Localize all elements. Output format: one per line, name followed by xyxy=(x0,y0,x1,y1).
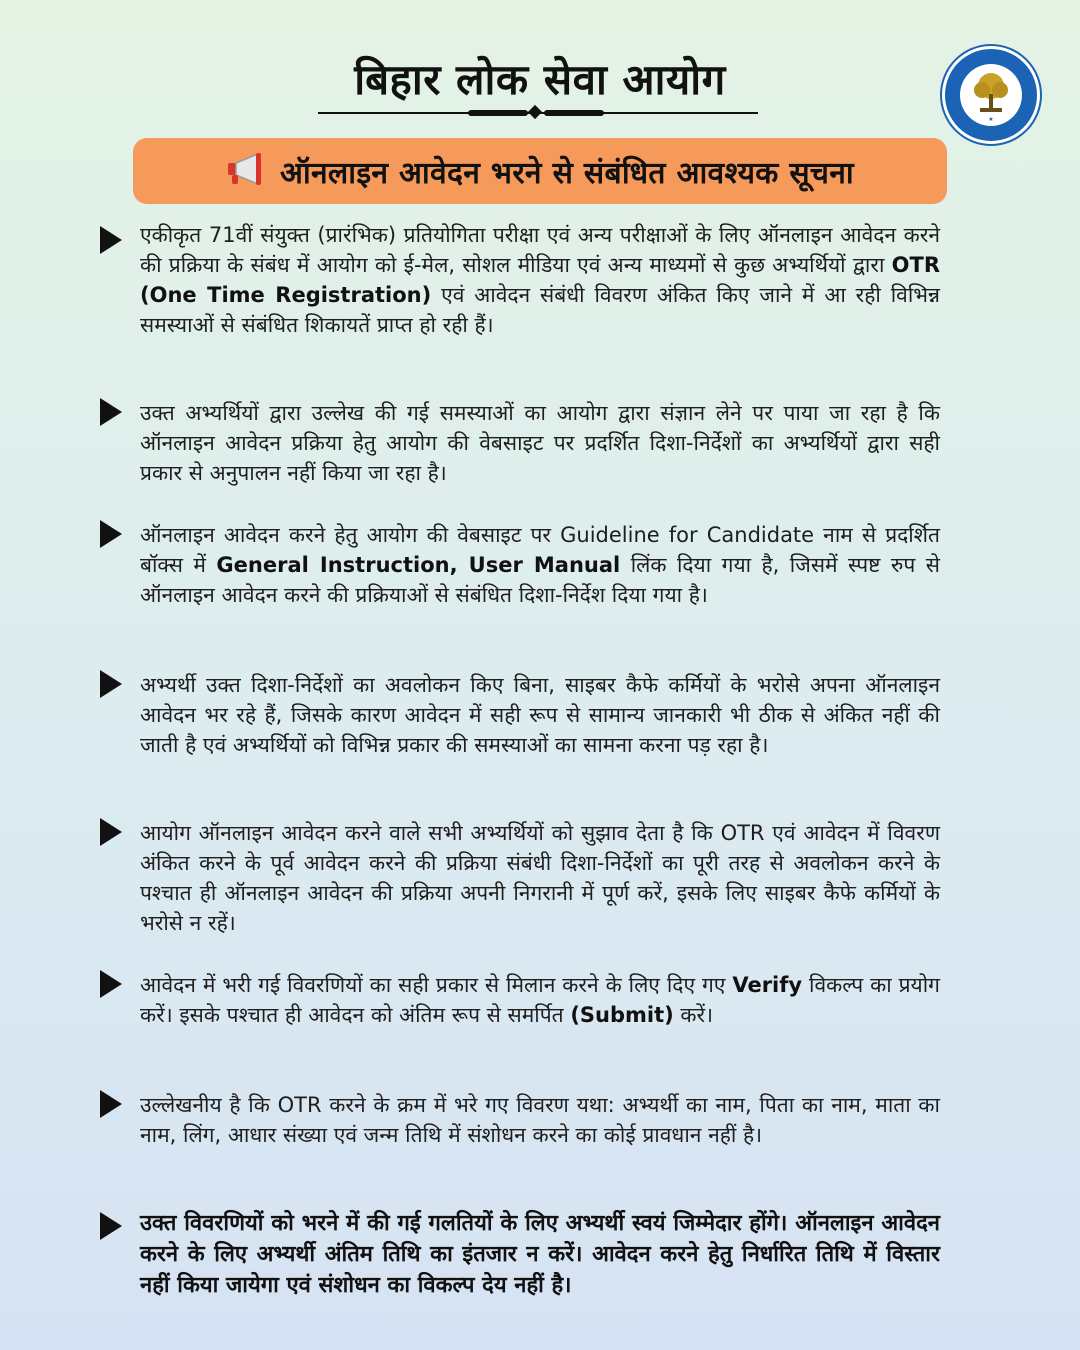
point-text: उल्लेखनीय है कि OTR करने के क्रम में भरे गए विवरण यथा: अभ्यर्थी का नाम, पिता का नाम, माता का नाम, लिंग, आधार संख्या एवं जन्म तिथि में संशोधन करने का कोई प्रावधान नहीं है। xyxy=(140,1093,940,1147)
notice-banner xyxy=(133,138,947,204)
bullet-arrow-icon xyxy=(100,1212,122,1240)
point-text-important: उक्त विवरणियों को भरने में की गई गलतियों के लिए अभ्यर्थी स्वयं जिम्मेदार होंगे। ऑनलाइन आवेदन करने के लिए अभ्यर्थी अंतिम तिथि का इंतजार न करें। आवेदन करने हेतु निर्धारित तिथि में विस्तार नहीं किया जायेगा एवं संशोधन का विकल्प देय नहीं है। xyxy=(140,1211,940,1298)
point-text: अभ्यर्थी उक्त दिशा-निर्देशों का अवलोकन किए बिना, साइबर कैफे कर्मियों के भरोसे अपना ऑनलाइन आवेदन भर रहे हैं, जिसके कारण आवेदन में सही रूप से सामान्य जानकारी भी ठीक से अंकित नहीं की जाती है एवं अभ्यर्थियों को विभिन्न प्रकार की समस्याओं का सामना करना पड़ रहा है। xyxy=(140,673,940,757)
page-title: बिहार लोक सेवा आयोग xyxy=(354,55,726,104)
bullet-arrow-icon xyxy=(100,670,122,698)
bullet-arrow-icon xyxy=(100,520,122,548)
bullet-arrow-icon xyxy=(100,398,122,426)
point-text: एकीकृत 71वीं संयुक्त (प्रारंभिक) प्रतियोगिता परीक्षा एवं अन्य परीक्षाओं के लिए ऑनलाइन आवेदन करने की प्रक्रिया के संबंध में आयोग को ई-मेल, सोशल मीडिया एवं अन्य माध्यमों से कुछ अभ्यर्थियों द्वारा OTR (One Time Registration) एवं आवेदन संबंधी विवरण अंकित किए जाने में आ रही विभिन्न समस्याओं से संबंधित शिकायतें प्राप्त हो रही हैं। xyxy=(140,223,940,337)
point-text: उक्त अभ्यर्थियों द्वारा उल्लेख की गई समस्याओं का आयोग द्वारा संज्ञान लेने पर पाया जा रहा है कि ऑनलाइन आवेदन प्रक्रिया हेतु आयोग की वेबसाइट पर प्रदर्शित दिशा-निर्देशों का अभ्यर्थियों द्वारा सही प्रकार से अनुपालन नहीं किया जा रहा है। xyxy=(140,401,940,485)
bullet-arrow-icon xyxy=(100,970,122,998)
bullet-arrow-icon xyxy=(100,1090,122,1118)
svg-text:★: ★ xyxy=(988,116,994,123)
point-text: आवेदन में भरी गई विवरणियों का सही प्रकार से मिलान करने के लिए दिए गए Verify विकल्प का प्रयोग करें। इसके पश्चात ही आवेदन को अंतिम रूप से समर्पित (Submit) करें। xyxy=(140,973,940,1027)
point-text: ऑनलाइन आवेदन करने हेतु आयोग की वेबसाइट पर Guideline for Candidate नाम से प्रदर्शित बॉक्स में General Instruction, User Manual लिंक दिया गया है, जिसमें स्पष्ट रुप से ऑनलाइन आवेदन करने की प्रक्रियाओं से संबंधित दिशा-निर्देश दिया गया है। xyxy=(140,523,940,607)
megaphone-icon xyxy=(226,152,266,190)
point-text: आयोग ऑनलाइन आवेदन करने वाले सभी अभ्यर्थियों को सुझाव देता है कि OTR एवं आवेदन में विवरण अंकित करने के पूर्व आवेदन करने की प्रक्रिया संबंधी दिशा-निर्देशों का पूरी तरह से अवलोकन करने के पश्चात ही ऑनलाइन आवेदन की प्रक्रिया अपनी निगरानी में पूर्ण करें, इसके लिए साइबर कैफे कर्मियों के भरोसे न रहें। xyxy=(140,821,940,935)
title-underline xyxy=(318,112,758,114)
banner-title: ऑनलाइन आवेदन भरने से संबंधित आवश्यक सूचना xyxy=(279,155,854,191)
header xyxy=(0,50,1080,107)
bullet-arrow-icon xyxy=(100,818,122,846)
bpsc-emblem-icon xyxy=(942,46,1040,144)
bullet-arrow-icon xyxy=(100,226,122,254)
